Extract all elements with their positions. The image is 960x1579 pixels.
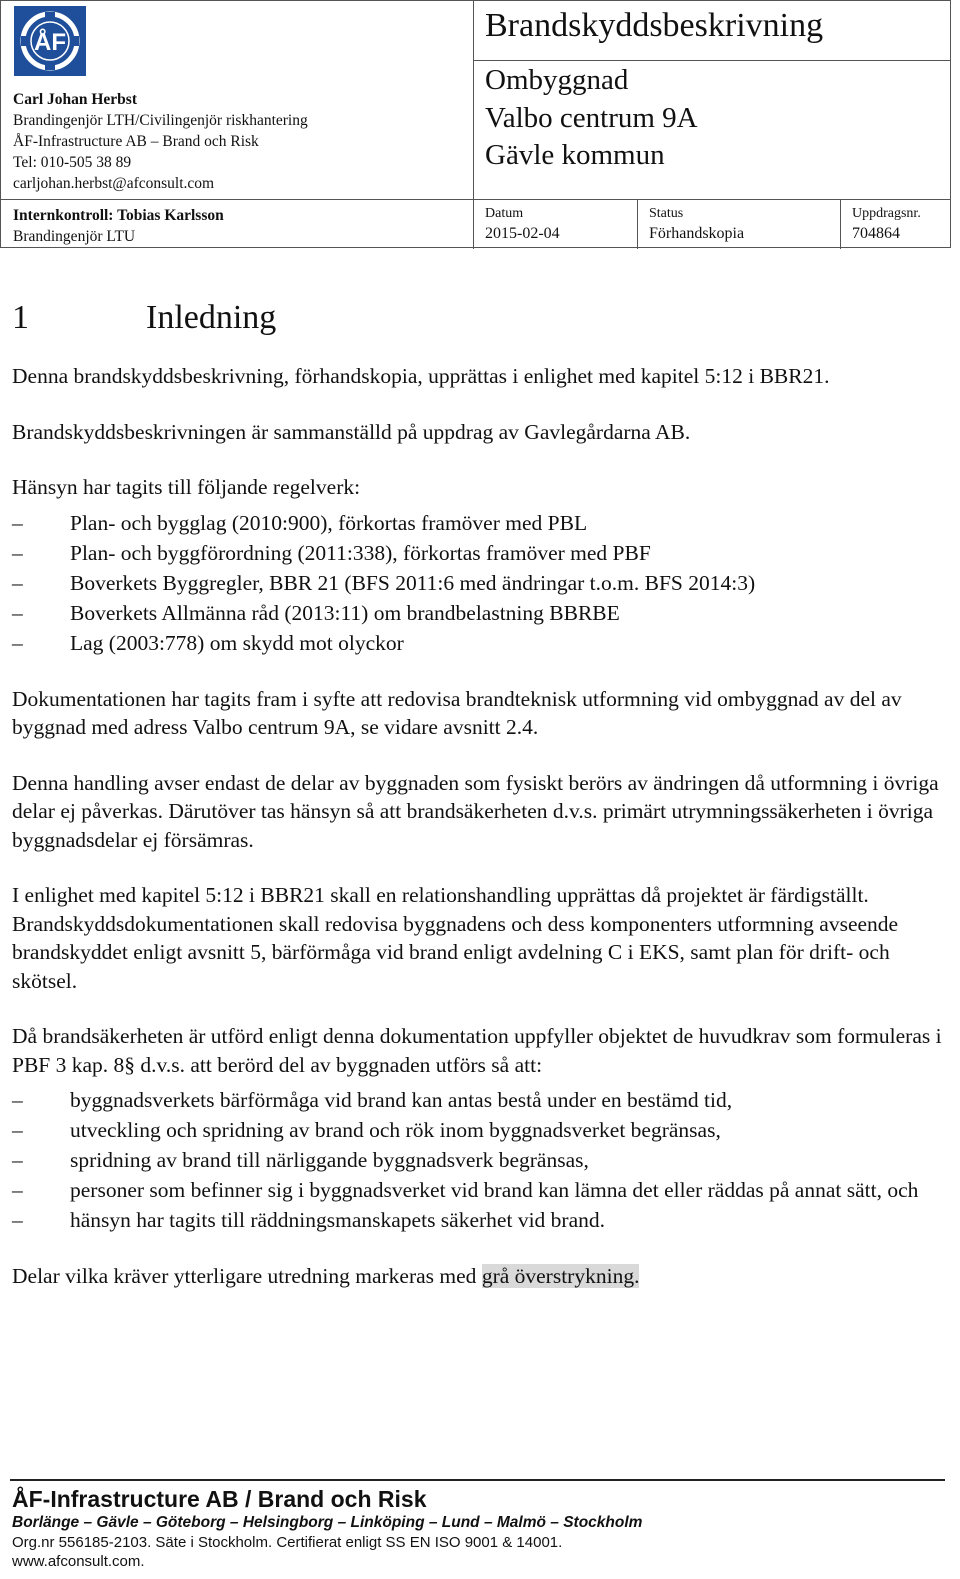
status-value: Förhandskopia (649, 225, 745, 242)
section-title: Inledning (146, 299, 277, 336)
paragraph (12, 1262, 942, 1291)
divider (473, 199, 951, 200)
author-name: Carl Johan Herbst (13, 91, 137, 108)
paragraph: Hänsyn har tagits till följande regelverk: (12, 475, 361, 499)
project-line: Valbo centrum 9A (485, 101, 698, 134)
divider (840, 199, 841, 249)
assignment-value: 704864 (852, 225, 900, 242)
list-item: – Boverkets Byggregler, BBR 21 (BFS 2011:6 med ändringar t.o.m. BFS 2014:3) (12, 568, 942, 598)
paragraph: Då brandsäkerheten är utförd enligt denna dokumentation uppfyller objektet de huvudkrav som formuleras i PBF 3 kap. 8§ d.v.s. att berörd del av byggnaden utförs så att: (12, 1024, 942, 1077)
footer-company: ÅF-Infrastructure AB / Brand och Risk (12, 1486, 427, 1512)
document-title: Brandskyddsbeskrivning (485, 7, 824, 44)
assignment-label: Uppdragsnr. (852, 206, 921, 221)
document-header (0, 0, 951, 248)
project-line: Ombyggnad (485, 64, 629, 96)
status-cell (649, 205, 744, 245)
list-item: – Plan- och bygglag (2010:900), förkortas framöver med PBL (12, 508, 942, 538)
project-line: Gävle kommun (485, 139, 665, 171)
list-item: – spridning av brand till närliggande byggnadsverk begränsas, (12, 1145, 942, 1175)
footer-website-link[interactable]: www.afconsult.com. (12, 1553, 145, 1570)
af-logo-icon (14, 6, 86, 76)
list-item: – Lag (2003:778) om skydd mot olyckor (12, 628, 942, 658)
body-text (12, 362, 942, 1318)
list-item: – hänsyn har tagits till räddningsmanskapets säkerhet vid brand. (12, 1205, 942, 1235)
author-block (13, 89, 308, 194)
internal-control-label: Internkontroll: Tobias Karlsson (13, 207, 224, 224)
list-item: – utveckling och spridning av brand och rök inom byggnadsverket begränsas, (12, 1115, 942, 1145)
list-item: – Boverkets Allmänna råd (2013:11) om brandbelastning BBRBE (12, 598, 942, 628)
paragraph: Brandskyddsbeskrivningen är sammanställd på uppdrag av Gavlegårdarna AB. (12, 419, 691, 444)
divider (1, 199, 473, 200)
author-email[interactable]: carljohan.herbst@afconsult.com (13, 175, 215, 192)
assignment-cell (852, 205, 921, 245)
date-value: 2015-02-04 (485, 225, 560, 242)
internal-control-role: Brandingenjör LTU (13, 228, 136, 245)
regulations-list (12, 508, 942, 658)
footer-cities: Borlänge – Gävle – Göteborg – Helsingborg – Linköping – Lund – Malmö – Stockholm (12, 1514, 643, 1531)
divider (637, 199, 638, 249)
author-company: ÅF-Infrastructure AB – Brand och Risk (13, 133, 259, 150)
footer-rule (10, 1479, 945, 1481)
footer (12, 1485, 642, 1571)
requirements-list (12, 1085, 942, 1235)
section-number: 1 (12, 299, 29, 336)
list-item: – byggnadsverkets bärförmåga vid brand kan antas bestå under en bestämd tid, (12, 1085, 942, 1115)
af-logo (14, 6, 86, 76)
date-cell (485, 205, 560, 245)
project-block (485, 62, 698, 175)
section-heading (12, 297, 276, 339)
footer-org-info: Org.nr 556185-2103. Säte i Stockholm. Certifierat enligt SS EN ISO 9001 & 14001. (12, 1534, 563, 1551)
paragraph: Denna brandskyddsbeskrivning, förhandskopia, upprättas i enlighet med kapitel 5:12 i BBR21. (12, 364, 830, 388)
logo-text: ÅF (34, 29, 66, 56)
list-item: – personer som befinner sig i byggnadsverket vid brand kan lämna det eller räddas på annat sätt, och (12, 1175, 942, 1205)
paragraph: I enlighet med kapitel 5:12 i BBR21 skall en relationshandling upprättas då projektet är färdigställt. Brandskyddsdokumentationen skall redovisa byggnadens och dess komponenters utformning avseende brandskyddet enligt avsnitt 5, bärförmåga vid brand enligt avdelning C i EKS, samt plan för drift- och skötsel. (12, 883, 899, 993)
divider (473, 1, 474, 249)
gray-highlight: grå överstrykning. (481, 1264, 640, 1288)
author-title: Brandingenjör LTH/Civilingenjör riskhantering (13, 112, 308, 129)
divider (473, 60, 951, 61)
paragraph: Denna handling avser endast de delar av byggnaden som fysiskt berörs av ändringen då utformning i övriga delar ej påverkas. Därutöver tas hänsyn så att brandsäkerheten d.v.s. primärt utrymningssäkerheten i övriga byggnadsdelar ej försämras. (12, 770, 939, 852)
paragraph-text: Delar vilka kräver ytterligare utredning markeras med (12, 1264, 482, 1288)
date-label: Datum (485, 206, 524, 221)
status-label: Status (649, 206, 684, 221)
author-phone: Tel: 010-505 38 89 (13, 154, 132, 171)
paragraph: Dokumentationen har tagits fram i syfte att redovisa brandteknisk utformning vid ombyggnad av del av byggnad med adress Valbo centrum 9A, se vidare avsnitt 2.4. (12, 686, 902, 739)
list-item: – Plan- och byggförordning (2011:338), förkortas framöver med PBF (12, 538, 942, 568)
internal-control-block (13, 205, 224, 247)
